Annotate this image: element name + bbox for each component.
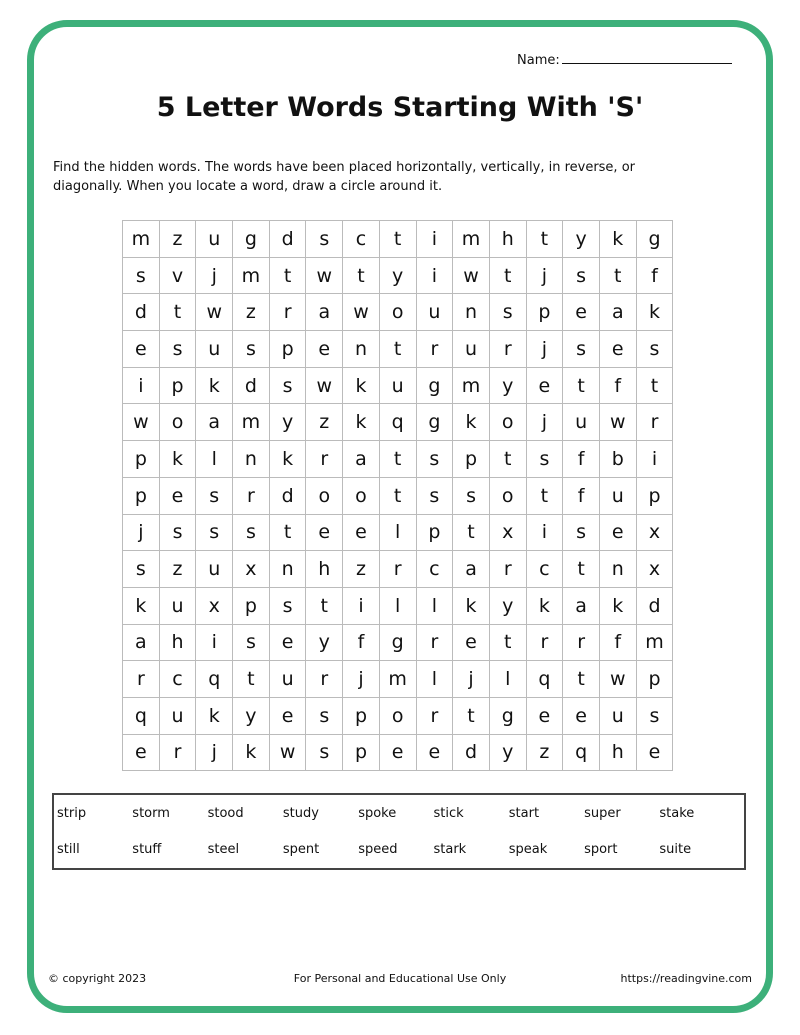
grid-cell[interactable]: m: [123, 221, 160, 258]
grid-cell[interactable]: k: [343, 368, 380, 405]
grid-cell[interactable]: w: [306, 368, 343, 405]
grid-cell[interactable]: u: [270, 661, 307, 698]
grid-cell[interactable]: g: [417, 368, 454, 405]
grid-cell[interactable]: r: [160, 735, 197, 772]
grid-cell[interactable]: d: [270, 221, 307, 258]
word-bank-item: stuff: [132, 842, 162, 858]
grid-cell[interactable]: r: [417, 698, 454, 735]
grid-cell[interactable]: d: [453, 735, 490, 772]
grid-cell[interactable]: r: [270, 294, 307, 331]
grid-cell[interactable]: g: [490, 698, 527, 735]
grid-cell[interactable]: h: [490, 221, 527, 258]
grid-cell[interactable]: t: [490, 625, 527, 662]
grid-cell[interactable]: a: [196, 404, 233, 441]
grid-cell[interactable]: e: [600, 331, 637, 368]
grid-cell[interactable]: j: [453, 661, 490, 698]
grid-cell[interactable]: p: [527, 294, 564, 331]
grid-cell[interactable]: i: [527, 515, 564, 552]
grid-cell[interactable]: x: [490, 515, 527, 552]
grid-cell[interactable]: c: [527, 551, 564, 588]
grid-cell[interactable]: c: [417, 551, 454, 588]
grid-cell[interactable]: r: [306, 441, 343, 478]
grid-cell[interactable]: g: [380, 625, 417, 662]
grid-cell[interactable]: r: [417, 331, 454, 368]
grid-cell[interactable]: z: [160, 551, 197, 588]
grid-cell[interactable]: a: [453, 551, 490, 588]
copyright-text: © copyright 2023: [48, 972, 147, 985]
grid-cell[interactable]: s: [637, 698, 674, 735]
grid-cell[interactable]: e: [600, 515, 637, 552]
grid-cell[interactable]: t: [380, 331, 417, 368]
grid-cell[interactable]: t: [453, 698, 490, 735]
grid-cell[interactable]: q: [563, 735, 600, 772]
page-title: 5 Letter Words Starting With 'S': [156, 92, 644, 123]
word-bank-item: spent: [282, 842, 320, 858]
grid-cell[interactable]: o: [380, 698, 417, 735]
grid-cell[interactable]: u: [160, 588, 197, 625]
grid-cell[interactable]: c: [343, 221, 380, 258]
grid-cell[interactable]: s: [233, 625, 270, 662]
grid-cell[interactable]: m: [233, 258, 270, 295]
grid-cell[interactable]: p: [270, 331, 307, 368]
grid-cell[interactable]: x: [637, 551, 674, 588]
word-bank-item: speed: [358, 842, 398, 858]
grid-cell[interactable]: e: [123, 331, 160, 368]
grid-cell[interactable]: i: [637, 441, 674, 478]
grid-cell[interactable]: h: [600, 735, 637, 772]
grid-cell[interactable]: u: [380, 368, 417, 405]
grid-cell[interactable]: e: [306, 515, 343, 552]
grid-cell[interactable]: k: [233, 735, 270, 772]
grid-cell[interactable]: p: [417, 515, 454, 552]
name-blank-line[interactable]: [562, 51, 732, 64]
grid-cell[interactable]: y: [233, 698, 270, 735]
grid-cell[interactable]: t: [233, 661, 270, 698]
grid-cell[interactable]: k: [637, 294, 674, 331]
grid-cell[interactable]: r: [380, 551, 417, 588]
grid-cell[interactable]: a: [123, 625, 160, 662]
grid-cell[interactable]: r: [123, 661, 160, 698]
grid-cell[interactable]: d: [637, 588, 674, 625]
grid-cell[interactable]: r: [563, 625, 600, 662]
word-search-grid: [122, 220, 673, 771]
grid-cell[interactable]: f: [600, 368, 637, 405]
grid-cell[interactable]: t: [637, 368, 674, 405]
grid-cell[interactable]: e: [453, 625, 490, 662]
grid-cell[interactable]: f: [600, 625, 637, 662]
grid-cell[interactable]: n: [270, 551, 307, 588]
grid-cell[interactable]: e: [417, 735, 454, 772]
grid-cell[interactable]: q: [196, 661, 233, 698]
grid-cell[interactable]: t: [527, 221, 564, 258]
grid-cell[interactable]: o: [380, 294, 417, 331]
grid-cell[interactable]: e: [306, 331, 343, 368]
grid-cell[interactable]: t: [453, 515, 490, 552]
grid-cell[interactable]: e: [527, 698, 564, 735]
grid-cell[interactable]: u: [453, 331, 490, 368]
grid-cell[interactable]: e: [563, 294, 600, 331]
grid-cell[interactable]: f: [637, 258, 674, 295]
grid-cell[interactable]: p: [343, 735, 380, 772]
grid-cell[interactable]: l: [196, 441, 233, 478]
grid-cell[interactable]: s: [270, 588, 307, 625]
grid-cell[interactable]: a: [306, 294, 343, 331]
grid-cell[interactable]: t: [380, 478, 417, 515]
grid-cell[interactable]: x: [637, 515, 674, 552]
grid-cell[interactable]: t: [490, 441, 527, 478]
grid-cell[interactable]: x: [233, 551, 270, 588]
grid-cell[interactable]: d: [233, 368, 270, 405]
word-bank-item: super: [584, 805, 621, 821]
grid-cell[interactable]: t: [343, 258, 380, 295]
grid-cell[interactable]: e: [270, 698, 307, 735]
grid-cell[interactable]: w: [196, 294, 233, 331]
grid-cell[interactable]: s: [233, 331, 270, 368]
grid-cell[interactable]: s: [563, 331, 600, 368]
grid-cell[interactable]: s: [233, 515, 270, 552]
grid-cell[interactable]: p: [123, 441, 160, 478]
word-bank-item: stark: [433, 842, 467, 858]
grid-cell[interactable]: r: [490, 331, 527, 368]
grid-cell[interactable]: r: [490, 551, 527, 588]
grid-cell[interactable]: n: [233, 441, 270, 478]
grid-cell[interactable]: v: [160, 258, 197, 295]
grid-cell[interactable]: e: [270, 625, 307, 662]
grid-cell[interactable]: r: [306, 661, 343, 698]
grid-cell[interactable]: y: [306, 625, 343, 662]
grid-cell[interactable]: a: [563, 588, 600, 625]
grid-cell[interactable]: y: [490, 368, 527, 405]
grid-cell[interactable]: r: [637, 404, 674, 441]
grid-cell[interactable]: g: [233, 221, 270, 258]
grid-cell[interactable]: o: [490, 404, 527, 441]
grid-cell[interactable]: w: [123, 404, 160, 441]
grid-cell[interactable]: s: [306, 735, 343, 772]
grid-cell[interactable]: u: [196, 221, 233, 258]
grid-cell[interactable]: j: [527, 404, 564, 441]
grid-cell[interactable]: k: [453, 588, 490, 625]
grid-cell[interactable]: p: [123, 478, 160, 515]
grid-cell[interactable]: i: [123, 368, 160, 405]
grid-cell[interactable]: k: [453, 404, 490, 441]
grid-cell[interactable]: i: [417, 258, 454, 295]
grid-cell[interactable]: q: [380, 404, 417, 441]
grid-cell[interactable]: p: [453, 441, 490, 478]
grid-cell[interactable]: m: [453, 368, 490, 405]
grid-cell[interactable]: q: [123, 698, 160, 735]
grid-cell[interactable]: d: [270, 478, 307, 515]
grid-cell[interactable]: k: [343, 404, 380, 441]
grid-cell[interactable]: z: [160, 221, 197, 258]
grid-cell[interactable]: f: [563, 478, 600, 515]
grid-cell[interactable]: f: [563, 441, 600, 478]
grid-cell[interactable]: e: [123, 735, 160, 772]
grid-cell[interactable]: y: [270, 404, 307, 441]
grid-cell[interactable]: s: [306, 221, 343, 258]
grid-cell[interactable]: u: [600, 698, 637, 735]
grid-cell[interactable]: h: [306, 551, 343, 588]
grid-cell[interactable]: j: [527, 258, 564, 295]
grid-cell[interactable]: t: [380, 441, 417, 478]
grid-cell[interactable]: i: [196, 625, 233, 662]
grid-cell[interactable]: s: [527, 441, 564, 478]
word-bank-item: stick: [433, 805, 464, 821]
grid-cell[interactable]: y: [490, 588, 527, 625]
grid-cell[interactable]: a: [600, 294, 637, 331]
grid-cell[interactable]: o: [343, 478, 380, 515]
grid-cell[interactable]: k: [600, 588, 637, 625]
usage-notice: For Personal and Educational Use Only: [293, 972, 507, 985]
grid-cell[interactable]: y: [380, 258, 417, 295]
grid-cell[interactable]: j: [123, 515, 160, 552]
grid-cell[interactable]: z: [306, 404, 343, 441]
grid-cell[interactable]: e: [380, 735, 417, 772]
word-bank-item: steel: [207, 842, 240, 858]
grid-cell[interactable]: l: [490, 661, 527, 698]
grid-cell[interactable]: t: [600, 258, 637, 295]
name-label: Name:: [517, 53, 560, 68]
grid-cell[interactable]: j: [196, 735, 233, 772]
grid-cell[interactable]: c: [160, 661, 197, 698]
grid-cell[interactable]: z: [233, 294, 270, 331]
grid-cell[interactable]: q: [527, 661, 564, 698]
grid-cell[interactable]: p: [233, 588, 270, 625]
grid-cell[interactable]: r: [527, 625, 564, 662]
grid-cell[interactable]: t: [270, 258, 307, 295]
grid-cell[interactable]: g: [417, 404, 454, 441]
grid-cell[interactable]: a: [343, 441, 380, 478]
grid-cell[interactable]: s: [417, 478, 454, 515]
grid-cell[interactable]: s: [417, 441, 454, 478]
grid-cell[interactable]: p: [637, 661, 674, 698]
grid-cell[interactable]: r: [233, 478, 270, 515]
grid-cell[interactable]: l: [417, 661, 454, 698]
site-link[interactable]: https://readingvine.com: [620, 972, 752, 985]
grid-cell[interactable]: s: [270, 368, 307, 405]
grid-cell[interactable]: d: [123, 294, 160, 331]
grid-cell[interactable]: o: [490, 478, 527, 515]
grid-cell[interactable]: s: [196, 478, 233, 515]
grid-cell[interactable]: k: [600, 221, 637, 258]
word-bank-item: spoke: [358, 805, 397, 821]
grid-cell[interactable]: u: [196, 331, 233, 368]
grid-cell[interactable]: t: [563, 551, 600, 588]
grid-cell[interactable]: u: [600, 478, 637, 515]
grid-cell[interactable]: u: [160, 698, 197, 735]
word-bank: [52, 793, 746, 870]
grid-cell[interactable]: z: [343, 551, 380, 588]
grid-cell[interactable]: p: [637, 478, 674, 515]
grid-cell[interactable]: b: [600, 441, 637, 478]
grid-cell[interactable]: p: [160, 368, 197, 405]
word-bank-item: start: [508, 805, 540, 821]
grid-cell[interactable]: e: [343, 515, 380, 552]
grid-cell[interactable]: l: [380, 588, 417, 625]
grid-cell[interactable]: w: [600, 661, 637, 698]
grid-cell[interactable]: x: [196, 588, 233, 625]
grid-cell[interactable]: w: [453, 258, 490, 295]
grid-cell[interactable]: t: [527, 478, 564, 515]
grid-cell[interactable]: s: [490, 294, 527, 331]
grid-cell[interactable]: s: [306, 698, 343, 735]
name-field[interactable]: [517, 51, 732, 68]
grid-cell[interactable]: t: [306, 588, 343, 625]
grid-cell[interactable]: s: [160, 515, 197, 552]
grid-cell[interactable]: o: [160, 404, 197, 441]
grid-cell[interactable]: t: [160, 294, 197, 331]
grid-cell[interactable]: j: [343, 661, 380, 698]
grid-cell[interactable]: w: [270, 735, 307, 772]
grid-cell[interactable]: z: [527, 735, 564, 772]
grid-cell[interactable]: t: [490, 258, 527, 295]
grid-cell[interactable]: s: [196, 515, 233, 552]
word-bank-item: sport: [584, 842, 618, 858]
grid-cell[interactable]: k: [123, 588, 160, 625]
grid-cell[interactable]: u: [196, 551, 233, 588]
grid-cell[interactable]: l: [380, 515, 417, 552]
grid-cell[interactable]: p: [343, 698, 380, 735]
grid-cell[interactable]: e: [527, 368, 564, 405]
grid-cell[interactable]: k: [196, 698, 233, 735]
grid-cell[interactable]: e: [637, 735, 674, 772]
grid-cell[interactable]: u: [563, 404, 600, 441]
grid-cell[interactable]: t: [563, 368, 600, 405]
grid-cell[interactable]: t: [380, 221, 417, 258]
grid-cell[interactable]: y: [563, 221, 600, 258]
grid-cell[interactable]: n: [453, 294, 490, 331]
grid-cell[interactable]: i: [417, 221, 454, 258]
grid-cell[interactable]: n: [600, 551, 637, 588]
grid-cell[interactable]: m: [380, 661, 417, 698]
grid-cell[interactable]: i: [343, 588, 380, 625]
word-bank-item: stood: [207, 805, 244, 821]
grid-cell[interactable]: o: [306, 478, 343, 515]
grid-cell[interactable]: r: [417, 625, 454, 662]
instructions: Find the hidden words. The words have been placed horizontally, vertically, in reverse, or diagonally. When you locate a word, draw a circle around it.: [53, 160, 635, 194]
grid-cell[interactable]: m: [637, 625, 674, 662]
grid-cell[interactable]: s: [160, 331, 197, 368]
grid-cell[interactable]: s: [123, 258, 160, 295]
grid-cell[interactable]: g: [637, 221, 674, 258]
grid-cell[interactable]: k: [270, 441, 307, 478]
grid-cell[interactable]: m: [453, 221, 490, 258]
grid-cell[interactable]: j: [196, 258, 233, 295]
grid-cell[interactable]: w: [306, 258, 343, 295]
grid-cell[interactable]: t: [563, 661, 600, 698]
grid-cell[interactable]: w: [343, 294, 380, 331]
grid-cell[interactable]: e: [563, 698, 600, 735]
word-bank-item: stake: [659, 805, 695, 821]
grid-cell[interactable]: s: [123, 551, 160, 588]
word-bank-item: speak: [508, 842, 548, 858]
word-bank-item: study: [282, 805, 319, 821]
grid-cell[interactable]: n: [343, 331, 380, 368]
grid-cell[interactable]: e: [160, 478, 197, 515]
grid-cell[interactable]: j: [527, 331, 564, 368]
grid-cell[interactable]: k: [196, 368, 233, 405]
word-bank-item: still: [57, 842, 80, 858]
grid-cell[interactable]: y: [490, 735, 527, 772]
grid-cell[interactable]: u: [417, 294, 454, 331]
grid-cell[interactable]: s: [563, 515, 600, 552]
grid-cell[interactable]: s: [453, 478, 490, 515]
grid-cell[interactable]: s: [563, 258, 600, 295]
word-bank-item: strip: [57, 805, 87, 821]
grid-cell[interactable]: k: [527, 588, 564, 625]
grid-cell[interactable]: h: [160, 625, 197, 662]
grid-cell[interactable]: k: [160, 441, 197, 478]
grid-cell[interactable]: m: [233, 404, 270, 441]
grid-cell[interactable]: s: [637, 331, 674, 368]
grid-cell[interactable]: l: [417, 588, 454, 625]
word-bank-item: suite: [659, 842, 692, 858]
grid-cell[interactable]: w: [600, 404, 637, 441]
word-bank-item: storm: [132, 805, 170, 821]
grid-cell[interactable]: t: [270, 515, 307, 552]
grid-cell[interactable]: f: [343, 625, 380, 662]
